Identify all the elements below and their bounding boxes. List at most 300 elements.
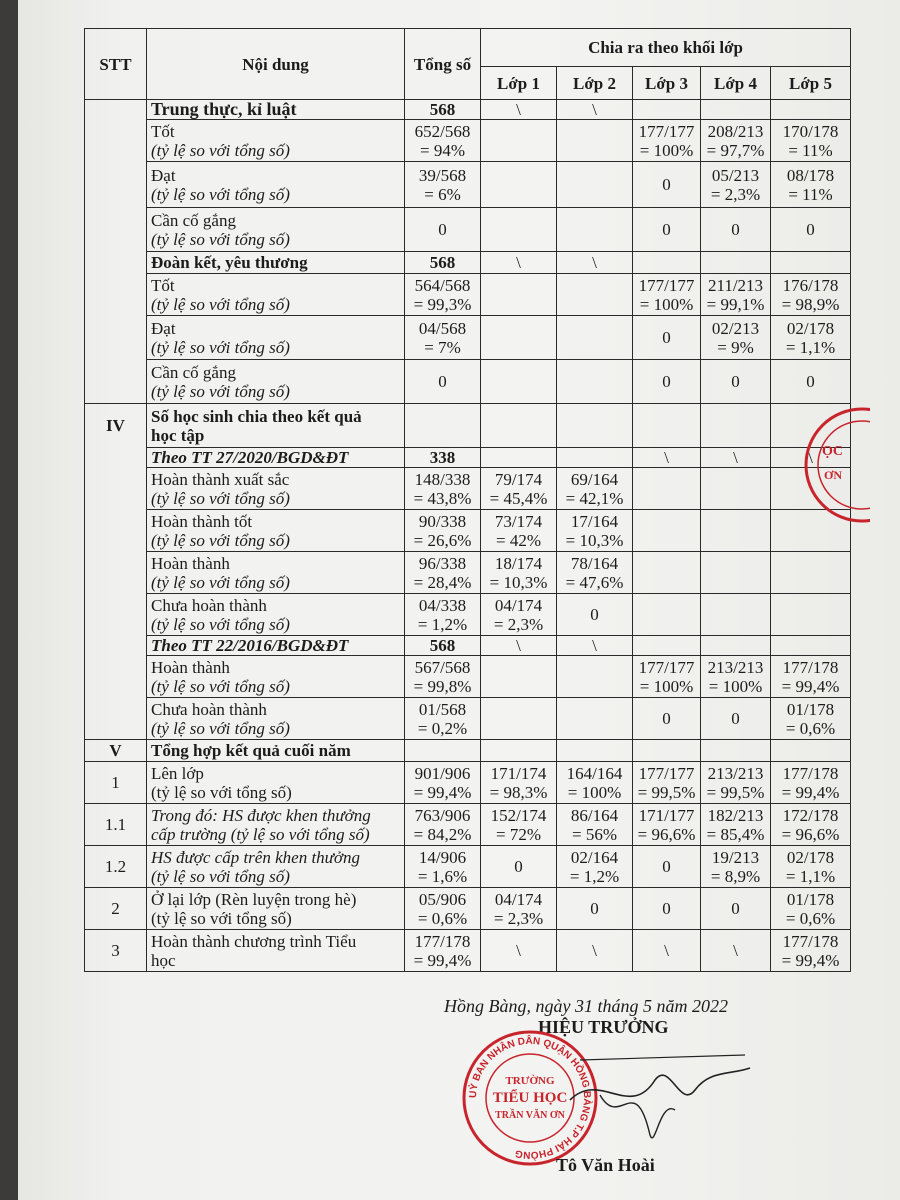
lop2-cell bbox=[557, 468, 633, 510]
value-percent: = 26,6% bbox=[413, 530, 472, 550]
table-row bbox=[85, 762, 851, 804]
content-label: Trong đó: HS được khen thưởng bbox=[151, 805, 371, 825]
total-cell bbox=[405, 762, 481, 804]
content-cell bbox=[147, 804, 405, 846]
value-percent: = 28,4% bbox=[413, 572, 472, 592]
lop1-cell: 0 bbox=[481, 846, 557, 888]
table-row bbox=[85, 636, 851, 656]
lop5-cell bbox=[771, 120, 851, 162]
content-sublabel: (tỷ lệ so với tổng số) bbox=[151, 140, 290, 160]
content-label: Lên lớp bbox=[151, 763, 204, 783]
lop2-cell bbox=[557, 656, 633, 698]
seal-line-2: TIỂU HỌC bbox=[492, 1090, 568, 1106]
value-fraction: 152/174 bbox=[490, 805, 547, 825]
content-label: Cần cố gắng bbox=[151, 362, 236, 382]
value-percent: = 2,3% bbox=[493, 614, 544, 634]
lop5-cell bbox=[771, 316, 851, 360]
value-percent: = 43,8% bbox=[413, 488, 472, 508]
principal-name: Tô Văn Hoài bbox=[556, 1155, 655, 1175]
value-percent: = 99,4% bbox=[413, 782, 472, 802]
lop1-cell bbox=[481, 698, 557, 740]
lop3-cell: 0 bbox=[633, 316, 701, 360]
section-title: Theo TT 27/2020/BGD&ĐT bbox=[147, 448, 405, 468]
value-fraction: 567/568 bbox=[414, 657, 471, 677]
value-fraction: 05/213 bbox=[711, 165, 760, 185]
content-cell bbox=[147, 846, 405, 888]
header-lop-2: Lớp 2 bbox=[557, 67, 633, 100]
value-fraction: 01/178 bbox=[786, 699, 835, 719]
lop4-cell bbox=[701, 594, 771, 636]
value-fraction: 90/338 bbox=[418, 511, 467, 531]
content-sublabel: (tỷ lệ so với tổng số) bbox=[151, 572, 290, 592]
lop1-cell: \ bbox=[481, 636, 557, 656]
content-sublabel: (tỷ lệ so với tổng số) bbox=[151, 184, 290, 204]
lop3-cell bbox=[633, 594, 701, 636]
lop3-cell: 0 bbox=[633, 162, 701, 208]
handwritten-signature bbox=[560, 1040, 760, 1160]
content-sublabel: (tỷ lệ so với tổng số) bbox=[151, 488, 290, 508]
value-percent: = 11% bbox=[788, 140, 833, 160]
lop5-cell bbox=[771, 656, 851, 698]
value-percent: = 8,9% bbox=[710, 866, 761, 886]
lop3-cell bbox=[633, 510, 701, 552]
lop2-cell bbox=[557, 162, 633, 208]
report-table-wrapper bbox=[84, 28, 850, 972]
value-fraction: 763/906 bbox=[414, 805, 471, 825]
stt-cell: IV bbox=[85, 404, 147, 740]
value-percent: = 1,1% bbox=[785, 337, 836, 357]
lop4-cell bbox=[701, 468, 771, 510]
table-row bbox=[85, 846, 851, 888]
value-percent: = 72% bbox=[496, 824, 541, 844]
stt-cell: 1.1 bbox=[85, 804, 147, 846]
table-row bbox=[85, 510, 851, 552]
table-row bbox=[85, 448, 851, 468]
principal-title: HIỆU TRƯỞNG bbox=[538, 1017, 669, 1037]
lop2-cell: 0 bbox=[557, 888, 633, 930]
lop2-cell: \ bbox=[557, 100, 633, 120]
lop5-cell: \ bbox=[771, 448, 851, 468]
place-date: Hồng Bàng, ngày 31 tháng 5 năm 2022 bbox=[444, 996, 728, 1016]
lop4-cell: 0 bbox=[701, 360, 771, 404]
content-label: Ở lại lớp (Rèn luyện trong hè) bbox=[151, 889, 357, 909]
lop4-cell bbox=[701, 636, 771, 656]
content-cell bbox=[147, 510, 405, 552]
value-percent: = 1,6% bbox=[417, 866, 468, 886]
value-percent: = 0,6% bbox=[785, 718, 836, 738]
value-percent: = 99,8% bbox=[413, 676, 472, 696]
value-fraction: 96/338 bbox=[418, 553, 467, 573]
value-percent: = 98,9% bbox=[781, 294, 840, 314]
lop4-cell bbox=[701, 252, 771, 274]
lop5-cell bbox=[771, 740, 851, 762]
lop2-cell bbox=[557, 804, 633, 846]
lop1-cell: \ bbox=[481, 100, 557, 120]
stt-cell: 1 bbox=[85, 762, 147, 804]
value-fraction: 164/164 bbox=[566, 763, 623, 783]
value-percent: = 2,3% bbox=[493, 908, 544, 928]
value-fraction: 652/568 bbox=[414, 121, 471, 141]
value-percent: = 10,3% bbox=[565, 530, 624, 550]
value-fraction: 177/178 bbox=[414, 931, 471, 951]
table-row bbox=[85, 208, 851, 252]
value-percent: = 100% bbox=[567, 782, 622, 802]
lop3-cell: \ bbox=[633, 930, 701, 972]
content-sublabel: (tỷ lệ so với tổng số) bbox=[151, 294, 290, 314]
svg-text:ƠN: ƠN bbox=[824, 468, 842, 482]
lop1-cell bbox=[481, 360, 557, 404]
value-fraction: 177/178 bbox=[782, 657, 839, 677]
value-percent: = 100% bbox=[708, 676, 763, 696]
content-cell bbox=[147, 762, 405, 804]
content-sublabel: (tỷ lệ so với tổng số) bbox=[151, 908, 292, 928]
value-percent: = 97,7% bbox=[706, 140, 765, 160]
lop3-cell bbox=[633, 274, 701, 316]
lop5-cell bbox=[771, 698, 851, 740]
value-percent: = 42% bbox=[496, 530, 541, 550]
lop3-cell bbox=[633, 120, 701, 162]
lop2-cell bbox=[557, 360, 633, 404]
value-percent: = 6% bbox=[424, 184, 461, 204]
lop1-cell bbox=[481, 208, 557, 252]
lop4-cell bbox=[701, 120, 771, 162]
value-fraction: 182/213 bbox=[707, 805, 764, 825]
lop5-cell: 0 bbox=[771, 360, 851, 404]
lop4-cell bbox=[701, 162, 771, 208]
header-lop-3: Lớp 3 bbox=[633, 67, 701, 100]
content-cell bbox=[147, 208, 405, 252]
value-fraction: 171/174 bbox=[490, 763, 547, 783]
lop3-cell bbox=[633, 468, 701, 510]
total-cell bbox=[405, 740, 481, 762]
content-label: Số học sinh chia theo kết quả bbox=[151, 406, 362, 426]
content-sublabel: cấp trường (tỷ lệ so với tổng số) bbox=[151, 824, 370, 844]
total-cell bbox=[405, 698, 481, 740]
lop1-cell: \ bbox=[481, 930, 557, 972]
content-label: Đạt bbox=[151, 318, 176, 338]
header-lop-5: Lớp 5 bbox=[771, 67, 851, 100]
lop5-cell bbox=[771, 804, 851, 846]
lop3-cell bbox=[633, 404, 701, 448]
lop5-cell bbox=[771, 636, 851, 656]
total-cell bbox=[405, 274, 481, 316]
value-fraction: 208/213 bbox=[707, 121, 764, 141]
table-row bbox=[85, 468, 851, 510]
value-fraction: 901/906 bbox=[414, 763, 471, 783]
content-cell bbox=[147, 316, 405, 360]
value-percent: = 99,4% bbox=[781, 676, 840, 696]
value-percent: = 96,6% bbox=[781, 824, 840, 844]
section-title: Theo TT 22/2016/BGD&ĐT bbox=[147, 636, 405, 656]
lop2-cell: \ bbox=[557, 930, 633, 972]
value-percent: = 84,2% bbox=[413, 824, 472, 844]
lop4-cell bbox=[701, 762, 771, 804]
total-cell bbox=[405, 656, 481, 698]
total-cell bbox=[405, 404, 481, 448]
value-percent: = 96,6% bbox=[637, 824, 696, 844]
value-fraction: 78/164 bbox=[570, 553, 619, 573]
content-label: Chưa hoàn thành bbox=[151, 699, 267, 719]
value-percent: = 45,4% bbox=[489, 488, 548, 508]
value-percent: = 100% bbox=[639, 676, 694, 696]
content-sublabel: học bbox=[151, 950, 176, 970]
value-percent: = 1,2% bbox=[569, 866, 620, 886]
value-fraction: 04/338 bbox=[418, 595, 467, 615]
table-row bbox=[85, 930, 851, 972]
value-percent: = 2,3% bbox=[710, 184, 761, 204]
table-row bbox=[85, 594, 851, 636]
content-label: Hoàn thành bbox=[151, 553, 230, 573]
lop4-cell bbox=[701, 846, 771, 888]
value-fraction: 14/906 bbox=[418, 847, 467, 867]
header-stt: STT bbox=[85, 29, 147, 100]
total-cell: 338 bbox=[405, 448, 481, 468]
content-sublabel: (tỷ lệ so với tổng số) bbox=[151, 676, 290, 696]
lop5-cell bbox=[771, 594, 851, 636]
content-sublabel: (tỷ lệ so với tổng số) bbox=[151, 229, 290, 249]
table-row bbox=[85, 804, 851, 846]
lop1-cell bbox=[481, 448, 557, 468]
lop4-cell bbox=[701, 316, 771, 360]
value-percent: = 9% bbox=[717, 337, 754, 357]
svg-text:ỌC: ỌC bbox=[822, 444, 843, 459]
content-label: Tốt bbox=[151, 121, 175, 141]
lop5-cell bbox=[771, 100, 851, 120]
lop5-cell bbox=[771, 888, 851, 930]
lop5-cell bbox=[771, 846, 851, 888]
content-cell bbox=[147, 468, 405, 510]
lop5-cell bbox=[771, 930, 851, 972]
value-percent: = 85,4% bbox=[706, 824, 765, 844]
lop1-cell: \ bbox=[481, 252, 557, 274]
lop4-cell bbox=[701, 552, 771, 594]
total-cell bbox=[405, 846, 481, 888]
table-row bbox=[85, 740, 851, 762]
value-percent: = 1,1% bbox=[785, 866, 836, 886]
content-sublabel: (tỷ lệ so với tổng số) bbox=[151, 866, 290, 886]
content-label: Hoàn thành tốt bbox=[151, 511, 253, 531]
lop4-cell: 0 bbox=[701, 698, 771, 740]
lop2-cell bbox=[557, 740, 633, 762]
lop1-cell bbox=[481, 552, 557, 594]
value-fraction: 213/213 bbox=[707, 763, 764, 783]
value-percent: = 99,4% bbox=[413, 950, 472, 970]
value-fraction: 02/178 bbox=[786, 847, 835, 867]
value-fraction: 01/178 bbox=[786, 889, 835, 909]
content-label: Cần cố gắng bbox=[151, 210, 236, 230]
value-percent: = 99,5% bbox=[706, 782, 765, 802]
lop3-cell bbox=[633, 762, 701, 804]
value-percent: = 47,6% bbox=[565, 572, 624, 592]
value-percent: = 0,6% bbox=[785, 908, 836, 928]
lop2-cell: 0 bbox=[557, 594, 633, 636]
table-row bbox=[85, 888, 851, 930]
value-percent: = 94% bbox=[420, 140, 465, 160]
lop3-cell: 0 bbox=[633, 888, 701, 930]
content-sublabel: (tỷ lệ so với tổng số) bbox=[151, 782, 292, 802]
lop1-cell bbox=[481, 274, 557, 316]
lop5-cell: 0 bbox=[771, 208, 851, 252]
lop5-cell bbox=[771, 274, 851, 316]
value-fraction: 172/178 bbox=[782, 805, 839, 825]
value-percent: = 98,3% bbox=[489, 782, 548, 802]
value-percent: = 56% bbox=[572, 824, 617, 844]
value-percent: = 99,5% bbox=[637, 782, 696, 802]
lop1-cell bbox=[481, 120, 557, 162]
content-sublabel: (tỷ lệ so với tổng số) bbox=[151, 530, 290, 550]
header-lop-1: Lớp 1 bbox=[481, 67, 557, 100]
total-cell bbox=[405, 120, 481, 162]
lop3-cell bbox=[633, 552, 701, 594]
lop2-cell bbox=[557, 448, 633, 468]
lop2-cell bbox=[557, 120, 633, 162]
content-cell bbox=[147, 888, 405, 930]
total-cell bbox=[405, 552, 481, 594]
value-fraction: 213/213 bbox=[707, 657, 764, 677]
lop1-cell bbox=[481, 804, 557, 846]
value-percent: = 0,2% bbox=[417, 718, 468, 738]
lop1-cell bbox=[481, 468, 557, 510]
table-row bbox=[85, 274, 851, 316]
lop2-cell bbox=[557, 274, 633, 316]
value-percent: = 99,4% bbox=[781, 950, 840, 970]
content-cell bbox=[147, 698, 405, 740]
stt-cell bbox=[85, 100, 147, 404]
total-cell: 0 bbox=[405, 208, 481, 252]
content-label: Đạt bbox=[151, 165, 176, 185]
value-fraction: 177/177 bbox=[638, 657, 695, 677]
table-row bbox=[85, 360, 851, 404]
lop3-cell bbox=[633, 252, 701, 274]
value-fraction: 170/178 bbox=[782, 121, 839, 141]
section-title: Đoàn kết, yêu thương bbox=[147, 252, 405, 274]
content-cell bbox=[147, 930, 405, 972]
header-chia-ra: Chia ra theo khối lớp bbox=[481, 29, 851, 67]
total-cell bbox=[405, 594, 481, 636]
section-title bbox=[147, 404, 405, 448]
content-sublabel: (tỷ lệ so với tổng số) bbox=[151, 337, 290, 357]
value-percent: = 11% bbox=[788, 184, 833, 204]
lop1-cell bbox=[481, 510, 557, 552]
total-cell bbox=[405, 930, 481, 972]
content-cell bbox=[147, 360, 405, 404]
table-row bbox=[85, 656, 851, 698]
value-fraction: 564/568 bbox=[414, 275, 471, 295]
lop3-cell: 0 bbox=[633, 698, 701, 740]
value-fraction: 02/164 bbox=[570, 847, 619, 867]
lop1-cell bbox=[481, 656, 557, 698]
value-fraction: 171/177 bbox=[638, 805, 695, 825]
lop2-cell bbox=[557, 698, 633, 740]
table-row bbox=[85, 100, 851, 120]
table-row bbox=[85, 252, 851, 274]
content-label: Hoàn thành bbox=[151, 657, 230, 677]
section-title: Tổng hợp kết quả cuối năm bbox=[147, 740, 405, 762]
lop4-cell: \ bbox=[701, 930, 771, 972]
value-percent: = 99,1% bbox=[706, 294, 765, 314]
value-fraction: 177/177 bbox=[638, 763, 695, 783]
content-sublabel: (tỷ lệ so với tổng số) bbox=[151, 614, 290, 634]
header-tong-so: Tổng số bbox=[405, 29, 481, 100]
table-row bbox=[85, 162, 851, 208]
content-cell bbox=[147, 594, 405, 636]
seal-ring-text: UỶ BAN NHÂN DÂN QUẬN HỒNG BÀNG T.P HẢI PHÒNG bbox=[467, 1035, 593, 1161]
lop5-cell bbox=[771, 162, 851, 208]
lop3-cell bbox=[633, 656, 701, 698]
lop2-cell bbox=[557, 316, 633, 360]
value-fraction: 18/174 bbox=[494, 553, 543, 573]
total-cell bbox=[405, 888, 481, 930]
value-fraction: 05/906 bbox=[418, 889, 467, 909]
value-fraction: 08/178 bbox=[786, 165, 835, 185]
table-row bbox=[85, 552, 851, 594]
lop1-cell bbox=[481, 404, 557, 448]
lop5-cell bbox=[771, 552, 851, 594]
lop3-cell bbox=[633, 740, 701, 762]
seal-line-1: TRƯỜNG bbox=[505, 1075, 555, 1087]
value-fraction: 86/164 bbox=[570, 805, 619, 825]
value-percent: = 10,3% bbox=[489, 572, 548, 592]
value-fraction: 04/568 bbox=[418, 318, 467, 338]
lop3-cell bbox=[633, 636, 701, 656]
total-cell: 568 bbox=[405, 636, 481, 656]
table-row bbox=[85, 316, 851, 360]
total-cell bbox=[405, 162, 481, 208]
content-cell bbox=[147, 162, 405, 208]
lop5-cell bbox=[771, 252, 851, 274]
content-cell bbox=[147, 656, 405, 698]
lop3-cell: 0 bbox=[633, 846, 701, 888]
content-label: Tốt bbox=[151, 275, 175, 295]
value-fraction: 176/178 bbox=[782, 275, 839, 295]
value-percent: = 100% bbox=[639, 140, 694, 160]
total-cell: 0 bbox=[405, 360, 481, 404]
value-fraction: 39/568 bbox=[418, 165, 467, 185]
value-fraction: 02/213 bbox=[711, 318, 760, 338]
content-label: HS được cấp trên khen thưởng bbox=[151, 847, 361, 867]
content-label: học tập bbox=[151, 425, 205, 445]
lop2-cell bbox=[557, 762, 633, 804]
lop3-cell bbox=[633, 100, 701, 120]
value-fraction: 177/177 bbox=[638, 275, 695, 295]
value-fraction: 177/178 bbox=[782, 763, 839, 783]
value-fraction: 04/174 bbox=[494, 595, 543, 615]
lop4-cell bbox=[701, 510, 771, 552]
lop4-cell: 0 bbox=[701, 208, 771, 252]
lop2-cell bbox=[557, 846, 633, 888]
value-fraction: 211/213 bbox=[707, 275, 764, 295]
value-fraction: 177/178 bbox=[782, 931, 839, 951]
value-percent: = 7% bbox=[424, 337, 461, 357]
value-fraction: 04/174 bbox=[494, 889, 543, 909]
value-fraction: 79/174 bbox=[494, 469, 543, 489]
lop3-cell bbox=[633, 804, 701, 846]
lop4-cell bbox=[701, 804, 771, 846]
lop2-cell bbox=[557, 404, 633, 448]
lop4-cell: 0 bbox=[701, 888, 771, 930]
lop1-cell bbox=[481, 888, 557, 930]
value-percent: = 99,4% bbox=[781, 782, 840, 802]
value-percent: = 1,2% bbox=[417, 614, 468, 634]
stt-cell: 1.2 bbox=[85, 846, 147, 888]
total-cell bbox=[405, 468, 481, 510]
lop4-cell bbox=[701, 656, 771, 698]
lop4-cell bbox=[701, 100, 771, 120]
lop2-cell bbox=[557, 510, 633, 552]
value-fraction: 177/177 bbox=[638, 121, 695, 141]
lop2-cell bbox=[557, 208, 633, 252]
lop1-cell bbox=[481, 316, 557, 360]
